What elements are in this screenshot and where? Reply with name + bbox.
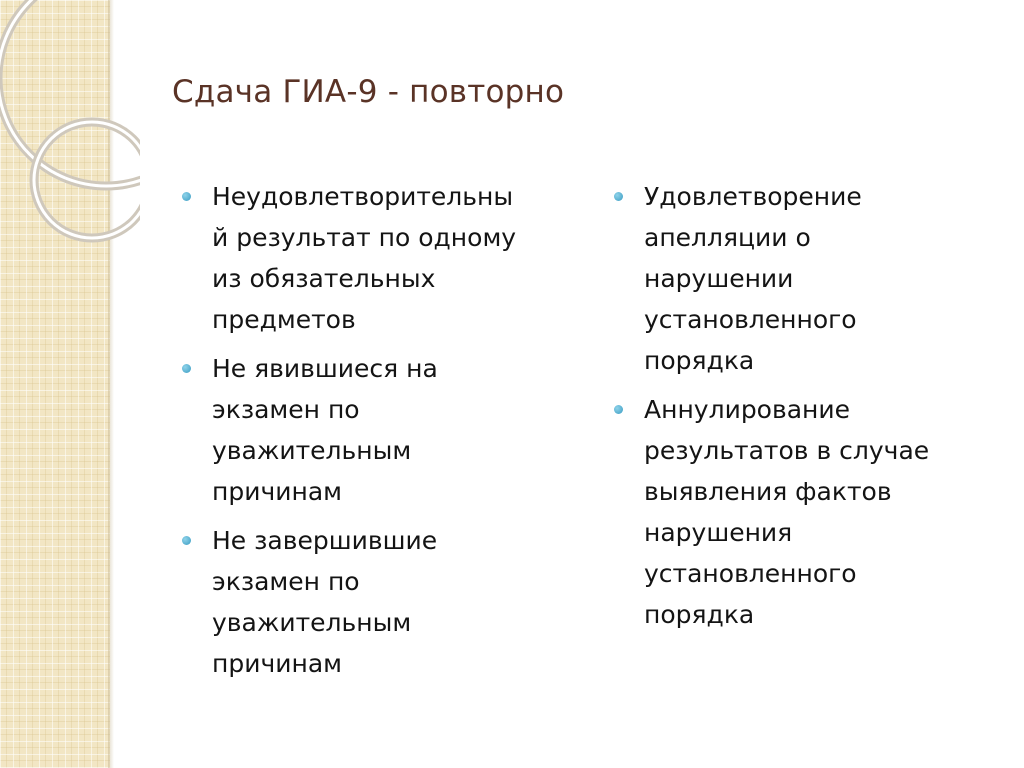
bullet-line: порядка bbox=[644, 346, 755, 375]
bullet-dot-icon bbox=[614, 405, 623, 414]
bullet-line: й результат по одному bbox=[212, 223, 517, 252]
bullet-line: Не явившиеся на bbox=[212, 354, 438, 383]
bullet-line: установленного bbox=[644, 305, 857, 334]
decorative-rings-icon bbox=[0, 0, 140, 260]
bullet-line: Неудовлетворительны bbox=[212, 182, 514, 211]
bullet-item bbox=[612, 176, 992, 381]
bullet-line: предметов bbox=[212, 305, 356, 334]
bullet-line: нарушения bbox=[644, 518, 793, 547]
bullet-line: результатов в случае bbox=[644, 436, 930, 465]
bullet-line: установленного bbox=[644, 559, 857, 588]
bullet-line: нарушении bbox=[644, 264, 794, 293]
bullet-item bbox=[180, 176, 560, 340]
bullet-dot-icon bbox=[614, 192, 623, 201]
bullet-line: уважительным bbox=[212, 436, 412, 465]
bullet-line: экзамен по bbox=[212, 395, 360, 424]
bullet-line: причинам bbox=[212, 649, 343, 678]
bullet-item bbox=[180, 348, 560, 512]
bullet-line: выявления фактов bbox=[644, 477, 892, 506]
bullet-line: экзамен по bbox=[212, 567, 360, 596]
bullet-item bbox=[612, 389, 992, 635]
bullet-dot-icon bbox=[182, 364, 191, 373]
bullet-line: порядка bbox=[644, 600, 755, 629]
bullet-item bbox=[180, 520, 560, 684]
bullet-line: причинам bbox=[212, 477, 343, 506]
left-bullet-list bbox=[180, 176, 560, 692]
right-bullet-list bbox=[612, 176, 992, 643]
slide-title: Сдача ГИА-9 - повторно bbox=[172, 74, 565, 110]
bullet-line: Не завершившие bbox=[212, 526, 438, 555]
bullet-dot-icon bbox=[182, 536, 191, 545]
bullet-line: из обязательных bbox=[212, 264, 436, 293]
bullet-line: Удовлетворение bbox=[644, 182, 862, 211]
bullet-line: уважительным bbox=[212, 608, 412, 637]
bullet-line: Аннулирование bbox=[644, 395, 851, 424]
bullet-dot-icon bbox=[182, 192, 191, 201]
bullet-line: апелляции о bbox=[644, 223, 811, 252]
